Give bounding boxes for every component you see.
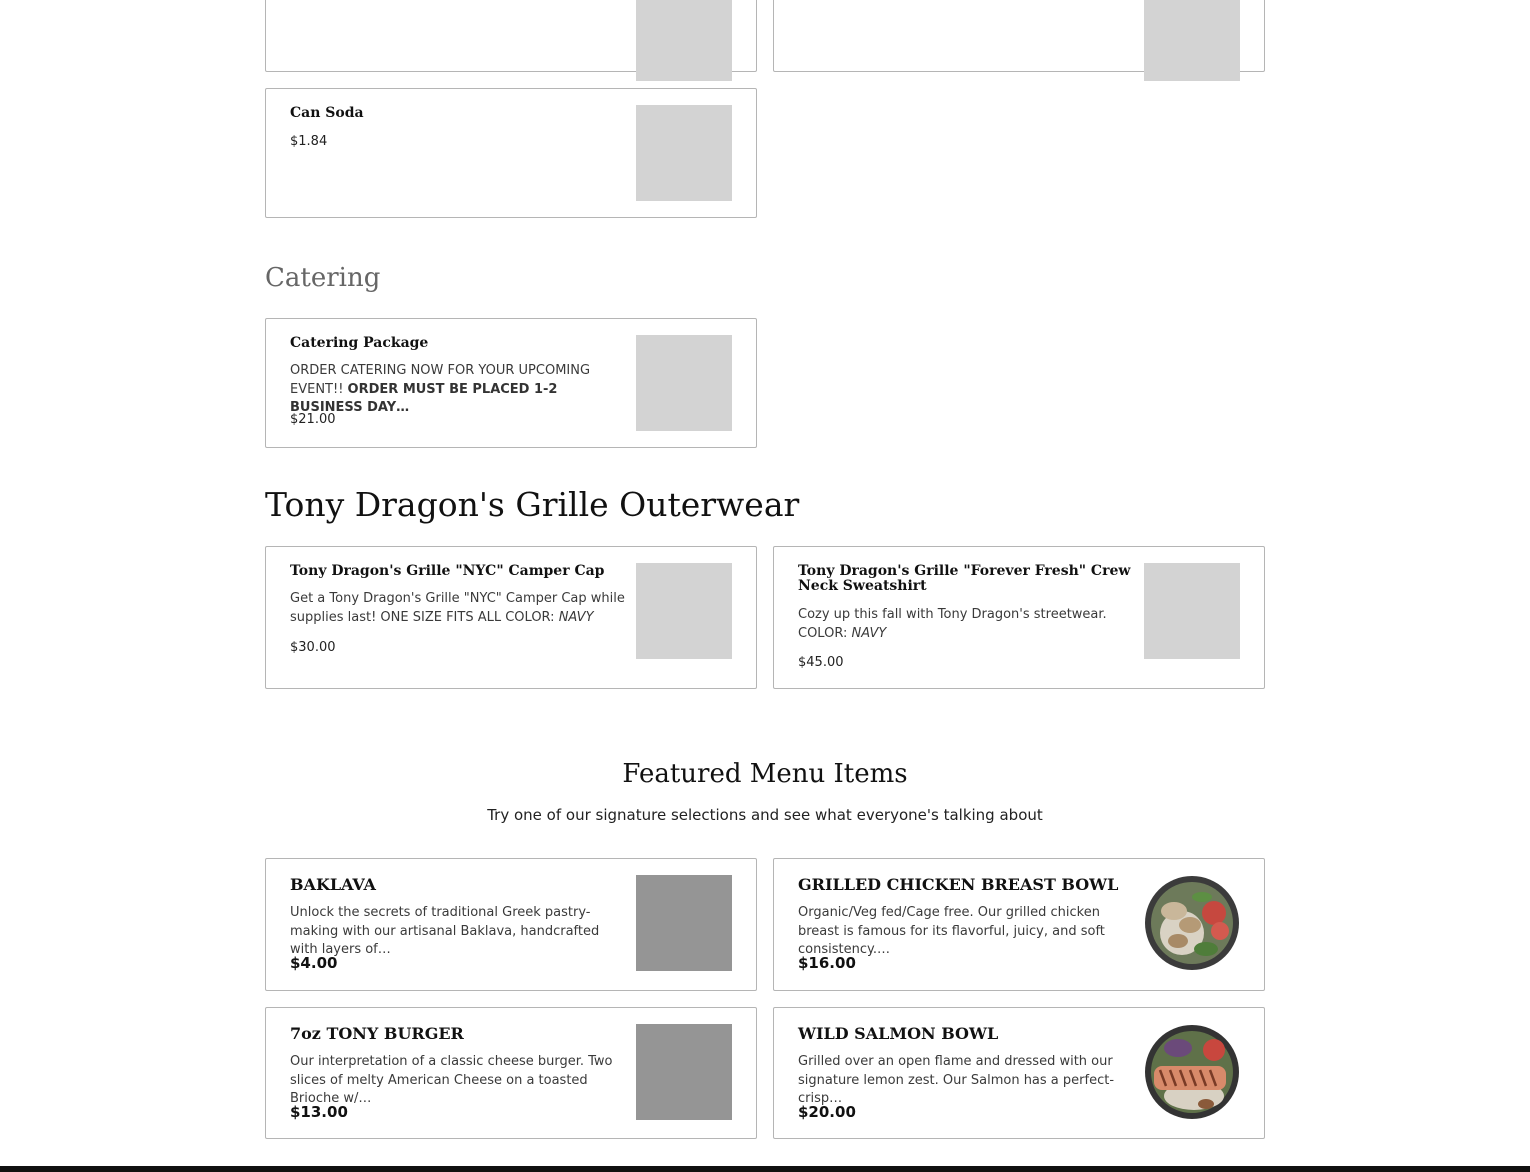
menu-item-price: $13.00 [290, 1103, 348, 1121]
menu-item-price: $20.00 [798, 1103, 856, 1121]
salmon-bowl-photo [1144, 1024, 1240, 1120]
menu-item-price: $4.00 [290, 954, 338, 972]
menu-item-name: WILD SALMON BOWL [798, 1024, 999, 1043]
menu-item-image-placeholder [636, 1024, 732, 1120]
menu-item-price: $1.84 [290, 134, 328, 149]
section-heading-outerwear: Tony Dragon's Grille Outerwear [265, 485, 800, 524]
menu-item-price: $16.00 [798, 954, 856, 972]
menu-item-name: Catering Package [290, 335, 429, 351]
description-italic-text: NAVY [851, 625, 887, 641]
menu-item-image-placeholder [636, 0, 732, 81]
menu-item-image-placeholder [1144, 563, 1240, 659]
menu-item-name: Tony Dragon's Grille "Forever Fresh" Crew Neck Sweatshirt [798, 563, 1131, 594]
description-text: Get a Tony Dragon's Grille "NYC" Camper Cap while supplies last! ONE SIZE FITS ALL COLOR: [290, 591, 625, 625]
featured-item-card-tony-burger[interactable] [265, 1007, 757, 1139]
description-text: ORDER CATERING NOW FOR YOUR UPCOMING EVENT!! [290, 363, 591, 397]
menu-item-name: BAKLAVA [290, 875, 376, 894]
menu-item-card-camper-cap[interactable] [265, 546, 757, 689]
menu-item-image-placeholder [636, 335, 732, 431]
chicken-bowl-photo [1144, 875, 1240, 971]
menu-item-name: Can Soda [290, 105, 364, 121]
menu-item-price: $45.00 [798, 655, 844, 670]
featured-subheading: Try one of our signature selections and see what everyone's talking about [487, 806, 1043, 824]
description-bold-text: ORDER MUST BE PLACED 1-2 BUSINESS DAY… [290, 381, 558, 415]
footer-bar [0, 1166, 1530, 1172]
menu-item-image-placeholder [636, 105, 732, 201]
menu-item-card-crew-neck-sweatshirt[interactable] [773, 546, 1265, 689]
description-italic-text: NAVY [558, 609, 594, 625]
featured-item-card-chicken-bowl[interactable] [773, 858, 1265, 991]
menu-item-price: $30.00 [290, 640, 336, 655]
menu-item-image-placeholder [1144, 0, 1240, 81]
menu-item-card-partial-right[interactable] [773, 0, 1265, 72]
menu-item-description [798, 606, 1134, 643]
menu-item-image-placeholder [636, 563, 732, 659]
menu-item-description [290, 590, 626, 627]
menu-item-image-placeholder [636, 875, 732, 971]
menu-item-card-can-soda[interactable] [265, 88, 757, 218]
menu-item-price: $21.00 [290, 412, 336, 427]
description-text: Cozy up this fall with Tony Dragon's streetwear. COLOR: [798, 607, 1107, 641]
section-heading-catering: Catering [265, 263, 381, 293]
menu-item-name: Tony Dragon's Grille "NYC" Camper Cap [290, 563, 605, 579]
menu-item-card-catering-package[interactable] [265, 318, 757, 448]
featured-item-card-baklava[interactable] [265, 858, 757, 991]
menu-item-description: Organic/Veg fed/Cage free. Our grilled chicken breast is famous for its flavorful, juicy, and soft consistency.… [798, 905, 1105, 957]
featured-heading: Featured Menu Items [622, 759, 908, 789]
menu-item-description: Unlock the secrets of traditional Greek pastry-making with our artisanal Baklava, handcrafted with layers of… [290, 905, 600, 957]
menu-item-name: GRILLED CHICKEN BREAST BOWL [798, 875, 1119, 894]
menu-item-description [290, 362, 626, 415]
menu-item-card-partial-left[interactable] [265, 0, 757, 72]
menu-item-description: Grilled over an open flame and dressed with our signature lemon zest. Our Salmon has a perfect- crisp… [798, 1054, 1115, 1106]
menu-item-description: Our interpretation of a classic cheese burger. Two slices of melty American Cheese on a toasted Brioche w/… [290, 1054, 613, 1106]
menu-item-name: 7oz TONY BURGER [290, 1024, 464, 1043]
featured-item-card-salmon-bowl[interactable] [773, 1007, 1265, 1139]
